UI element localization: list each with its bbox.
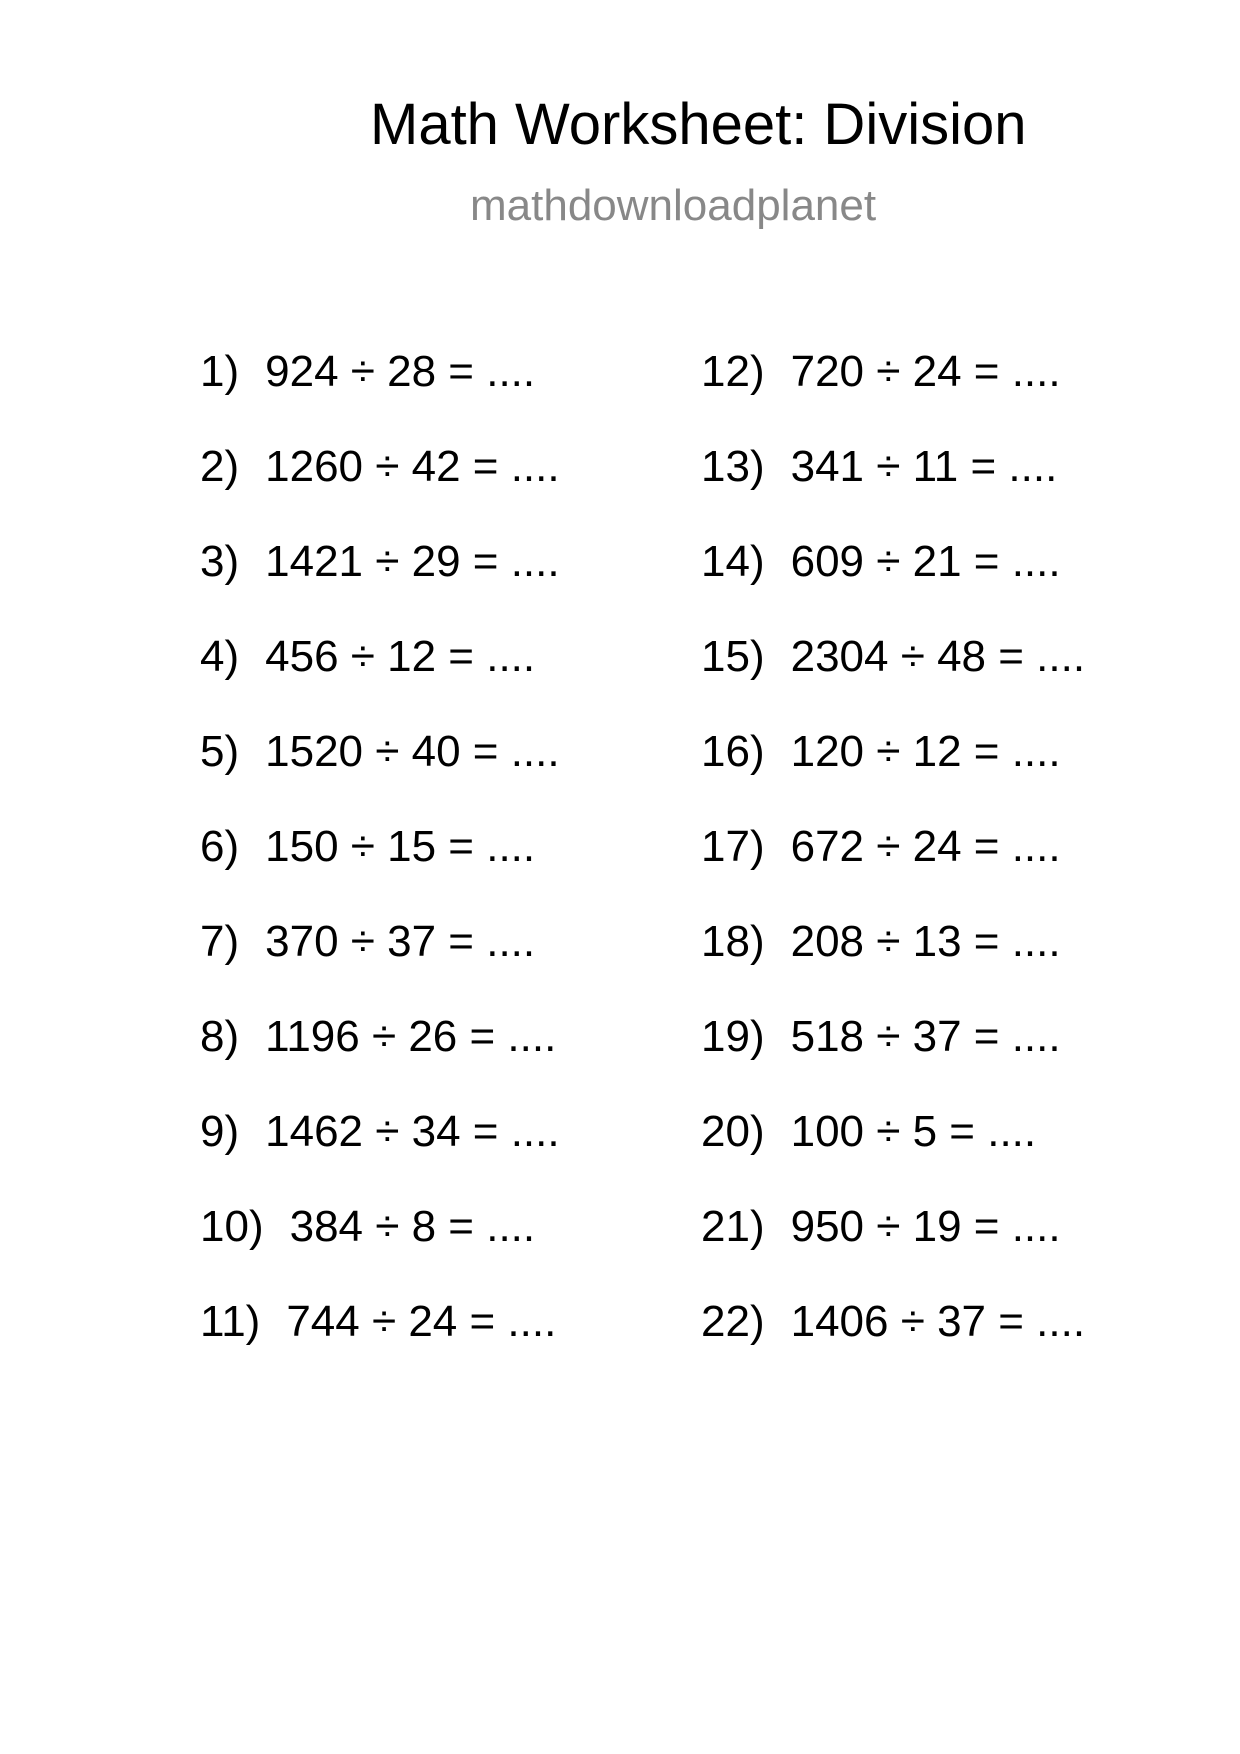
problem-number: 10) [200, 1202, 264, 1251]
problem-number: 4) [200, 632, 240, 681]
problem-item [200, 822, 560, 920]
problem-expression: 100 ÷ 5 = .... [790, 1107, 1037, 1156]
problem-number: 15) [701, 632, 765, 681]
problem-expression: 950 ÷ 19 = .... [790, 1202, 1061, 1251]
problem-number: 20) [701, 1107, 765, 1156]
problem-expression: 341 ÷ 11 = .... [790, 442, 1058, 491]
problem-number: 12) [701, 347, 765, 396]
problem-expression: 120 ÷ 12 = .... [790, 727, 1061, 776]
problem-number: 7) [200, 917, 240, 966]
problem-item [701, 822, 1085, 920]
problem-item [200, 1202, 560, 1300]
problem-expression: 720 ÷ 24 = .... [790, 347, 1061, 396]
problem-item [200, 727, 560, 825]
problem-expression: 2304 ÷ 48 = .... [790, 632, 1086, 681]
site-name: mathdownloadplanet [470, 181, 877, 230]
problem-number: 5) [200, 727, 240, 776]
problem-number: 3) [200, 537, 240, 586]
problem-expression: 609 ÷ 21 = .... [790, 537, 1061, 586]
problem-item [701, 537, 1085, 635]
problem-number: 8) [200, 1012, 240, 1061]
problem-item [701, 1297, 1086, 1395]
problem-number: 16) [701, 727, 765, 776]
problem-item [701, 1012, 1085, 1110]
problem-number: 14) [701, 537, 765, 586]
problem-item [200, 442, 560, 540]
problem-item [200, 1107, 560, 1205]
problem-expression: 1421 ÷ 29 = .... [265, 537, 560, 586]
problem-number: 9) [200, 1107, 240, 1156]
problem-number: 6) [200, 822, 240, 871]
problem-item [701, 632, 1086, 730]
problem-item [200, 632, 560, 730]
problem-number: 22) [701, 1297, 765, 1346]
problem-expression: 1462 ÷ 34 = .... [265, 1107, 560, 1156]
problem-item [200, 1297, 560, 1395]
problem-expression: 384 ÷ 8 = .... [289, 1202, 536, 1251]
problem-item [701, 727, 1085, 825]
problem-expression: 456 ÷ 12 = .... [265, 632, 536, 681]
problem-item [200, 537, 560, 635]
problem-item [701, 1107, 1085, 1205]
problem-number: 2) [200, 442, 240, 491]
problem-number: 17) [701, 822, 765, 871]
problem-item [701, 442, 1085, 540]
problem-number: 21) [701, 1202, 765, 1251]
problem-expression: 672 ÷ 24 = .... [790, 822, 1061, 871]
problem-expression: 150 ÷ 15 = .... [265, 822, 536, 871]
problem-item [701, 347, 1085, 445]
problem-expression: 1260 ÷ 42 = .... [265, 442, 560, 491]
problem-number: 1) [200, 347, 240, 396]
problem-item [200, 917, 560, 1015]
problem-expression: 1196 ÷ 26 = .... [265, 1012, 557, 1061]
problems-column-right [701, 347, 1086, 1395]
problem-item [701, 917, 1085, 1015]
problem-number: 13) [701, 442, 765, 491]
problem-expression: 518 ÷ 37 = .... [790, 1012, 1061, 1061]
problem-number: 19) [701, 1012, 765, 1061]
problem-item [701, 1202, 1085, 1300]
problem-expression: 744 ÷ 24 = .... [286, 1297, 557, 1346]
problems-column-left [200, 347, 560, 1395]
problem-expression: 1520 ÷ 40 = .... [265, 727, 560, 776]
problem-expression: 924 ÷ 28 = .... [265, 347, 536, 396]
problem-number: 18) [701, 917, 765, 966]
problem-number: 11) [200, 1297, 261, 1346]
problem-expression: 370 ÷ 37 = .... [265, 917, 536, 966]
problem-expression: 1406 ÷ 37 = .... [790, 1297, 1086, 1346]
problem-item [200, 1012, 560, 1110]
page-title: Math Worksheet: Division [370, 92, 1027, 157]
problem-expression: 208 ÷ 13 = .... [790, 917, 1061, 966]
problem-item [200, 347, 560, 445]
